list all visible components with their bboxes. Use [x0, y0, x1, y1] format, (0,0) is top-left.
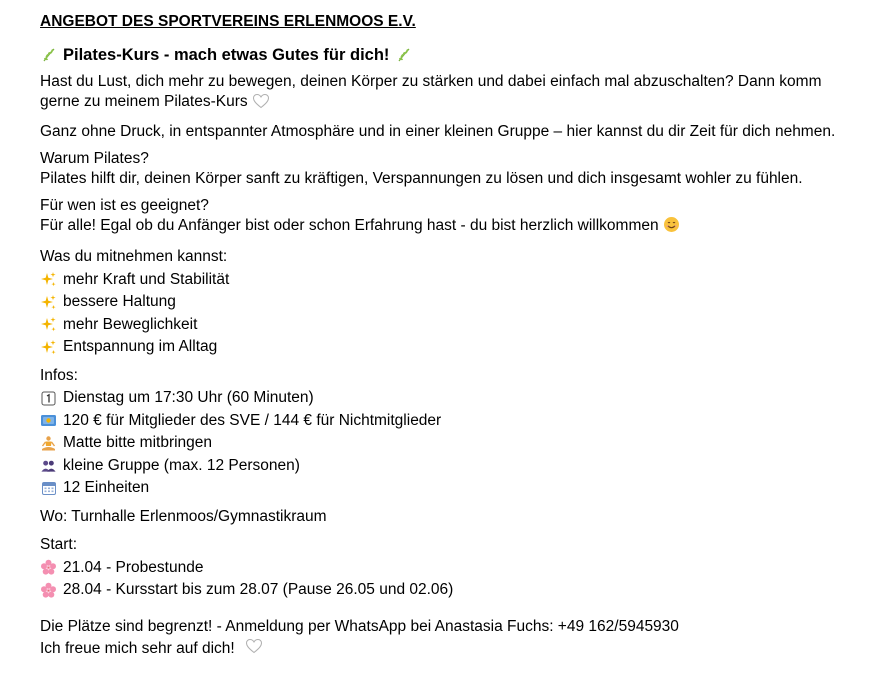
- start-heading: Start:: [40, 536, 78, 554]
- herb-icon: [395, 47, 412, 64]
- sparkles-icon: [40, 294, 57, 311]
- person-meditating-icon: [40, 435, 57, 452]
- white-heart-icon: [252, 93, 270, 115]
- info-text: Dienstag um 17:30 Uhr (60 Minuten): [63, 389, 314, 407]
- smiling-face-icon: [663, 216, 680, 239]
- intro-paragraph-2: Ganz ohne Druck, in entspannter Atmosphäre und in einer kleinen Gruppe – hier kannst du dir Zeit für dich nehmen.: [40, 123, 836, 140]
- list-item: [40, 269, 860, 292]
- sparkles-icon: [40, 339, 57, 356]
- cherry-blossom-icon: [40, 559, 57, 576]
- benefits-heading: Was du mitnehmen kannst:: [40, 248, 228, 266]
- list-item: [40, 455, 860, 478]
- intro-text-1: Hast du Lust, dich mehr zu bewegen, deinen Körper zu stärken und dabei einfach mal abzuschalten? Dann komm gerne zu meinem Pilates-Kurs: [40, 73, 822, 110]
- benefit-text: Entspannung im Alltag: [63, 338, 218, 356]
- for-whom-question: Für wen ist es geeignet?: [40, 197, 209, 214]
- closing-line-2: [40, 638, 860, 661]
- course-heading: [40, 44, 860, 66]
- course-heading-text: Pilates-Kurs - mach etwas Gutes für dich!: [63, 46, 390, 64]
- closing-line-1: Die Plätze sind begrenzt! - Anmeldung per WhatsApp bei Anastasia Fuchs: +49 162/5945930: [40, 617, 679, 635]
- group-icon: [40, 457, 57, 474]
- why-answer: Pilates hilft dir, deinen Körper sanft zu kräftigen, Verspannungen zu lösen und dich insgesamt wohler zu fühlen.: [40, 170, 803, 187]
- infos-section: [40, 365, 860, 500]
- for-whom-answer: Für alle! Egal ob du Anfänger bist oder schon Erfahrung hast - du bist herzlich willkommen: [40, 217, 659, 234]
- document-title: ANGEBOT DES SPORTVEREINS ERLENMOOS E.V.: [40, 13, 416, 30]
- start-text: 28.04 - Kursstart bis zum 28.07 (Pause 26.05 und 02.06): [63, 581, 454, 599]
- why-section: [40, 149, 860, 189]
- sparkles-icon: [40, 316, 57, 333]
- start-text: 21.04 - Probestunde: [63, 558, 204, 576]
- closing-text-2: Ich freue mich sehr auf dich!: [40, 640, 235, 658]
- why-question: Warum Pilates?: [40, 150, 149, 167]
- closing-section: [40, 616, 860, 661]
- money-icon: [40, 412, 57, 429]
- number-one-icon: [40, 390, 57, 407]
- info-text: kleine Gruppe (max. 12 Personen): [63, 456, 300, 474]
- list-item: [40, 387, 860, 410]
- start-section: [40, 534, 860, 602]
- info-text: 120 € für Mitglieder des SVE / 144 € für Nichtmitglieder: [63, 411, 442, 429]
- cherry-blossom-icon: [40, 582, 57, 599]
- list-item: [40, 432, 860, 455]
- info-text: Matte bitte mitbringen: [63, 434, 213, 452]
- benefit-text: mehr Beweglichkeit: [63, 315, 198, 333]
- list-item: [40, 477, 860, 500]
- benefits-section: [40, 246, 860, 359]
- list-item: [40, 314, 860, 337]
- list-item: [40, 410, 860, 433]
- infos-heading: Infos:: [40, 366, 78, 384]
- document: [40, 12, 860, 661]
- white-heart-icon: [245, 638, 263, 660]
- list-item: [40, 557, 860, 580]
- list-item: [40, 291, 860, 314]
- info-text: 12 Einheiten: [63, 479, 150, 497]
- sparkles-icon: [40, 271, 57, 288]
- calendar-icon: [40, 480, 57, 497]
- for-whom-section: [40, 196, 860, 239]
- intro-paragraph-1: [40, 72, 860, 115]
- list-item: [40, 336, 860, 359]
- for-whom-answer-line: [40, 216, 860, 239]
- benefit-text: bessere Haltung: [63, 293, 176, 311]
- benefit-text: mehr Kraft und Stabilität: [63, 270, 230, 288]
- location: Wo: Turnhalle Erlenmoos/Gymnastikraum: [40, 507, 327, 525]
- herb-icon: [40, 47, 57, 64]
- list-item: [40, 579, 860, 602]
